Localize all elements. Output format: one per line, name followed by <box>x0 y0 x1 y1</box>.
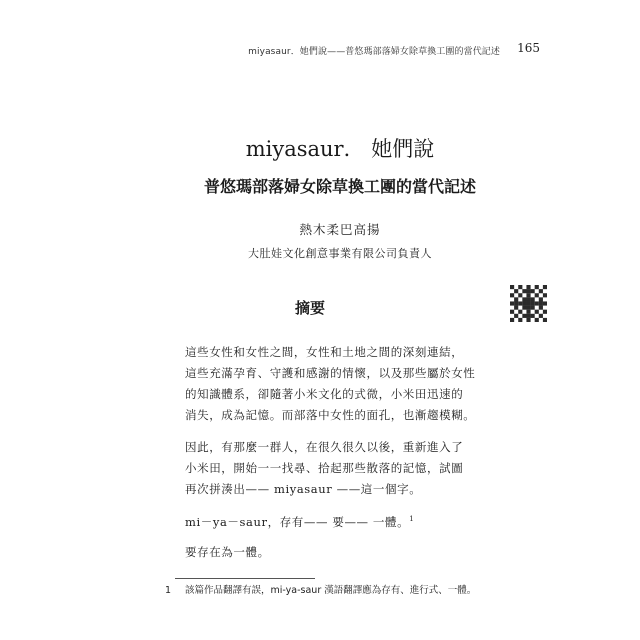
article-title: miyasaur． 她們說 <box>245 137 435 161</box>
paragraph-line: 這些女性和女性之間，女性和土地之間的深刻連結， <box>185 345 464 359</box>
footnote-divider <box>175 578 315 579</box>
abstract-paragraph-2 <box>185 437 485 500</box>
abstract-heading: 摘要 <box>294 299 325 317</box>
author-name: 熱木柔巴高揚 <box>299 222 381 237</box>
paragraph-text: mi－ya－saur，存有—— 要—— 一體。 <box>185 514 410 529</box>
author-affiliation: 大肚娃文化創意事業有限公司負責人 <box>248 247 432 260</box>
article-subtitle: 普悠瑪部落婦女除草換工團的當代記述 <box>203 177 476 196</box>
footnote-number: 1 <box>165 585 172 596</box>
running-title: miyasaur．她們說——普悠瑪部落婦女除草換工團的當代記述 <box>248 47 500 57</box>
page-number: 165 <box>517 41 540 55</box>
abstract-paragraph-3 <box>185 509 485 533</box>
abstract-paragraph-1 <box>185 342 485 426</box>
abstract-paragraph-4 <box>185 542 485 563</box>
footnote-mark[interactable]: 1 <box>409 515 415 523</box>
woven-pattern-icon <box>510 285 547 322</box>
paragraph-line: 再次拼湊出—— miyasaur ——這一個字。 <box>185 482 422 496</box>
paragraph-line: 消失，成為記憶。而部落中女性的面孔，也漸趨模糊。 <box>185 408 476 422</box>
paragraph-line: 這些充滿孕育、守護和感謝的情懷，以及那些屬於女性 <box>185 366 476 380</box>
paragraph-line: 小米田，開始一一找尋、拾起那些散落的記憶，試圖 <box>185 461 464 475</box>
paragraph-text: 要存在為一體。 <box>185 545 270 559</box>
footnote-text: 該篇作品翻譯有誤，mi-ya-saur 漢語翻譯應為存有、進行式、一體。 <box>185 585 477 596</box>
paragraph-line: 因此，有那麼一群人，在很久很久以後，重新進入了 <box>185 440 464 454</box>
running-header <box>250 41 540 57</box>
footnote <box>165 582 505 596</box>
paragraph-line: 的知識體系，卻隨著小米文化的式微，小米田迅速的 <box>185 387 464 401</box>
